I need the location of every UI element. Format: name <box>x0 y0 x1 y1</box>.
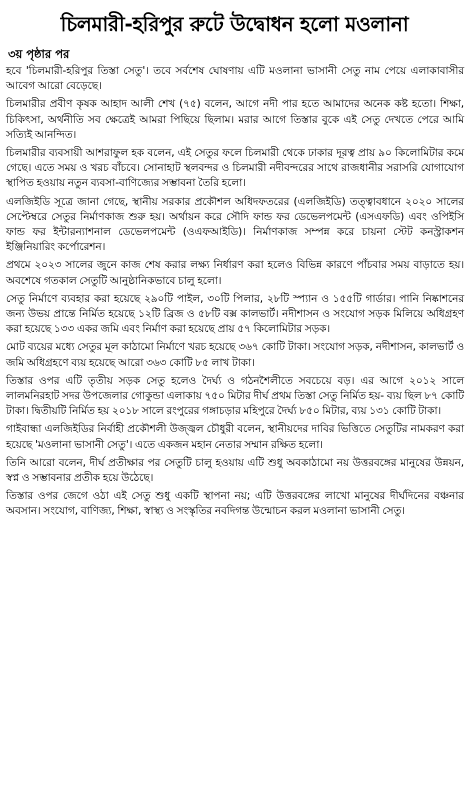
paragraph: তিস্তার ওপর এটি তৃতীয় সড়ক সেতু হলেও দৈর্ঘ্য ও গঠনশৈলীতে সবচেয়ে বড়। এর আগে ২০১২ সালে লালমনিরহাট সদর উপজেলার গোকুন্ডা এলাকায় ৭৫০ মিটার দীর্ঘ প্রথম তিস্তা সেতু নির্মিত হয়- ব্যয় ছিল ৮৭ কোটি টাকা। দ্বিতীয়টি নির্মিত হয় ২০১৮ সালে রংপুরের গঙ্গাচড়ার মহিপুরে দৈর্ঘ্য ৮৫০ মিটার, ব্যয় ১৩১ কোটি টাকা। <box>6 374 464 418</box>
paragraph: প্রথমে ২০২৩ সালের জুনে কাজ শেষ করার লক্ষ্য নির্ধারণ করা হলেও বিভিন্ন কারণে পাঁচবার সময় বাড়াতে হয়। অবশেষে গতকাল সেতুটি আনুষ্ঠানিকভাবে চালু হলো। <box>6 259 464 287</box>
paragraph: চিলমারীর ব্যবসায়ী আশরাফুল হক বলেন, এই সেতুর ফলে চিলমারী থেকে ঢাকার দূরত্ব প্রায় ৯০ কিলোমিটার কমে গেছে। এতে সময় ও খরচ বাঁচবে। সোনাহাট স্থলবন্দর ও চিলমারী নদীবন্দরের সাথে রাজধানীর সরাসরি যোগাযোগ স্থাপিত হওয়ায় নতুন ব্যবসা-বাণিজ্যের সম্ভাবনা তৈরি হলো। <box>6 147 464 190</box>
headline: চিলমারী-হরিপুর রুটে উদ্বোধন হলো মওলানা <box>60 12 409 36</box>
paragraph: চিলমারীর প্রবীণ কৃষক আহাদ আলী শেখ (৭৫) বলেন, আগে নদী পার হতে আমাদের অনেক কষ্ট হতো। শিক্ষা, চিকিৎসা, অর্থনীতি সব ক্ষেত্রেই আমরা পিছিয়ে ছিলাম। মরার আগে তিস্তার বুকে এই সেতু দেখতে পেরে আমি সত্যিই আনন্দিত। <box>6 98 464 141</box>
article-body <box>6 64 464 523</box>
paragraph: গাইবান্ধা এলজিইডির নির্বাহী প্রকৌশলী উজ্জ্বল চৌধুরী বলেন, স্থানীয়দের দাবির ভিত্তিতে সেতুটির নামকরণ করা হয়েছে 'মওলানা ভাসানী সেতু'। এতে একজন মহান নেতার সম্মান রক্ষিত হলো। <box>6 423 464 451</box>
paragraph: হবে 'চিলমারী-হরিপুর তিস্তা সেতু'। তবে সর্বশেষ ঘোষণায় এটি মওলানা ভাসানী সেতু নাম পেয়ে এলাকাবাসীর আবেগ আরো বেড়েছে। <box>6 65 464 93</box>
paragraph: তিনি আরো বলেন, দীর্ঘ প্রতীক্ষার পর সেতুটি চালু হওয়ায় এটি শুধু অবকাঠামো নয় উত্তরবঙ্গের মানুষের উন্নয়ন, স্বপ্ন ও সম্ভাবনার প্রতীক হয়ে উঠেছে। <box>6 456 464 485</box>
paragraph: এলজিইডি সূত্রে জানা গেছে, স্থানীয় সরকার প্রকৌশল অধিদফতরের (এলজিইডি) তত্ত্বাবধানে ২০২০ সালের সেপ্টেম্বরে সেতুর নির্মাণকাজ শুরু হয়। অর্থায়ন করে সৌদি ফান্ড ফর ডেভেলপমেন্ট (এসএফডি) এবং ওপিইসি ফান্ড ফর ইন্টারন্যাশনাল ডেভেলপমেন্ট (ওএফআইডি)। নির্মাণকাজ সম্পন্ন করে চায়না স্টেট কনস্ট্রাকশন ইঞ্জিনিয়ারিং কর্পোরেশন। <box>6 195 464 254</box>
continuation-note: ৩য় পৃষ্ঠার পর <box>8 47 70 61</box>
paragraph: মোট ব্যয়ের মধ্যে সেতুর মূল কাঠামো নির্মাণে খরচ হয়েছে ৩৬৭ কোটি টাকা। সংযোগ সড়ক, নদীশাসন, কালভার্ট ও জমি অধিগ্রহণে ব্যয় হয়েছে আরো ৩৬৩ কোটি ৮৫ লাখ টাকা। <box>6 341 464 369</box>
paragraph: সেতু নির্মাণে ব্যবহার করা হয়েছে ২৯০টি পাইল, ৩০টি পিলার, ২৮টি স্প্যান ও ১৫৫টি গার্ডার। পানি নিষ্কাশনের জন্য উভয় প্রান্তে নির্মিত হয়েছে ১২টি ব্রিজ ও ৫৮টি বক্স কালভার্ট। নদীশাসন ও সংযোগ সড়ক মিলিয়ে অধিগ্রহণ করা হয়েছে ১৩৩ একর জমি এবং নির্মাণ করা হয়েছে প্রায় ৫৭ কিলোমিটার সড়ক। <box>6 292 464 336</box>
paragraph: তিস্তার ওপর জেগে ওঠা এই সেতু শুধু একটি স্থাপনা নয়; এটি উত্তরবঙ্গের লাখো মানুষের দীর্ঘদিনের বঞ্চনার অবসান। সংযোগ, বাণিজ্য, শিক্ষা, স্বাস্থ্য ও সংস্কৃতির নবদিগন্ত উন্মোচন করল মওলানা ভাসানী সেতু। <box>6 490 464 518</box>
